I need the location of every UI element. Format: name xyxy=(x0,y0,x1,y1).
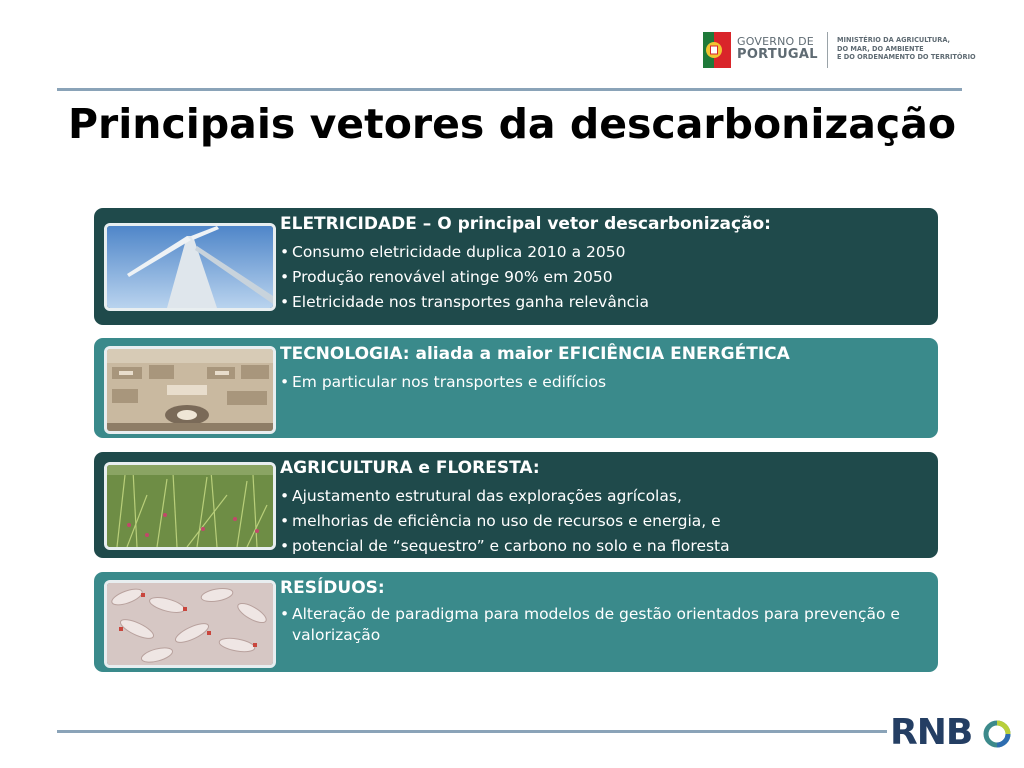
bullet-item: • Ajustamento estrutural das explorações agrícolas, xyxy=(280,484,926,509)
bullet-item: • Eletricidade nos transportes ganha relevância xyxy=(280,290,926,315)
card-text xyxy=(280,578,926,646)
page-title: Principais vetores da descarbonização xyxy=(67,100,957,148)
bullet-list xyxy=(280,240,926,315)
rnbc-logo: RNB xyxy=(890,712,973,753)
card-text xyxy=(280,458,926,559)
bullet-list xyxy=(280,370,926,395)
ministry-line: DO MAR, DO AMBIENTE xyxy=(837,44,924,53)
plastic-bottles-photo xyxy=(104,580,276,668)
card-title: ELETRICIDADE – O principal vetor descarbonização: xyxy=(280,214,771,234)
government-logo xyxy=(703,30,976,70)
bullet-item: • potencial de “sequestro” e carbono no solo e na floresta xyxy=(280,534,926,559)
bullet-list xyxy=(280,484,926,559)
bullet-item: • melhorias de eficiência no uso de recursos e energia, e xyxy=(280,509,926,534)
grass-field-photo xyxy=(104,462,276,550)
card-title: RESÍDUOS: xyxy=(280,578,385,598)
gov-line2: PORTUGAL xyxy=(737,47,818,62)
rnbc-logo-ring-icon xyxy=(983,720,1011,748)
top-divider xyxy=(57,88,962,91)
gov-line1: GOVERNO DE xyxy=(737,35,814,48)
city-aerial-photo xyxy=(104,346,276,434)
ministry-name xyxy=(837,36,976,62)
card-tecnologia xyxy=(94,338,938,438)
card-title: AGRICULTURA e FLORESTA: xyxy=(280,458,540,478)
logo-divider xyxy=(827,32,828,68)
card-agricultura xyxy=(94,452,938,558)
government-wordmark xyxy=(737,36,818,62)
bullet-item: • Alteração de paradigma para modelos de gestão orientados para prevenção e valorização xyxy=(280,604,926,646)
bullet-list xyxy=(280,604,926,646)
card-residuos xyxy=(94,572,938,672)
ministry-line: E DO ORDENAMENTO DO TERRITÓRIO xyxy=(837,53,976,61)
ministry-line: MINISTÉRIO DA AGRICULTURA, xyxy=(837,36,951,44)
bullet-item: • Consumo eletricidade duplica 2010 a 2050 xyxy=(280,240,926,265)
bullet-item: • Em particular nos transportes e edifícios xyxy=(280,370,926,395)
card-text xyxy=(280,344,926,395)
bottom-divider xyxy=(57,730,887,733)
portugal-emblem-icon xyxy=(703,32,731,68)
bullet-item: • Produção renovável atinge 90% em 2050 xyxy=(280,265,926,290)
card-eletricidade xyxy=(94,208,938,325)
card-title: TECNOLOGIA: aliada a maior EFICIÊNCIA ENERGÉTICA xyxy=(280,344,790,364)
card-text xyxy=(280,214,926,315)
wind-turbine-photo xyxy=(104,223,276,311)
